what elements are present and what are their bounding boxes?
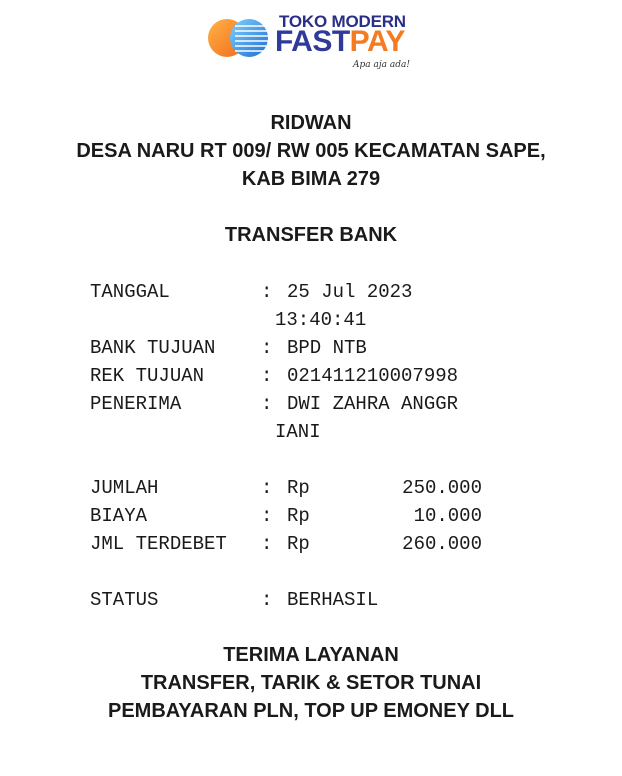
biaya-label: BIAYA xyxy=(90,505,148,527)
biaya-value: 10.000 xyxy=(413,505,482,527)
logo-main-text xyxy=(275,25,405,59)
details-block xyxy=(90,278,458,446)
receipt-title: TRANSFER BANK xyxy=(224,224,398,246)
row-biaya xyxy=(90,502,482,530)
footer-line2: TRANSFER, TARIK & SETOR TUNAI xyxy=(140,672,482,694)
colon: : xyxy=(261,477,273,499)
terdebet-label: JML TERDEBET xyxy=(90,533,227,555)
rek-label: REK TUJUAN xyxy=(90,365,205,387)
status-label: STATUS xyxy=(90,589,159,611)
colon: : xyxy=(261,505,273,527)
terdebet-value: 260.000 xyxy=(402,533,482,555)
row-jumlah xyxy=(90,474,482,502)
colon: : xyxy=(261,533,273,555)
status-row xyxy=(90,586,378,614)
status-value: BERHASIL xyxy=(287,589,379,611)
logo-fast-text: FAST xyxy=(275,25,350,58)
tanggal-date: 25 Jul 2023 xyxy=(287,281,413,303)
merchant-address-line2: KAB BIMA 279 xyxy=(241,168,381,190)
penerima-label: PENERIMA xyxy=(90,393,182,415)
logo-tagline: Apa aja ada! xyxy=(353,60,410,70)
jumlah-label: JUMLAH xyxy=(90,477,159,499)
logo-top-text: TOKO MODERN xyxy=(279,12,406,31)
logo-mark-icon xyxy=(205,16,273,60)
tanggal-time: 13:40:41 xyxy=(275,309,367,331)
amounts-block xyxy=(90,474,482,558)
colon: : xyxy=(261,365,273,387)
tanggal-label: TANGGAL xyxy=(90,281,170,303)
colon: : xyxy=(261,589,273,611)
row-rek-tujuan xyxy=(90,362,458,390)
currency: Rp xyxy=(287,477,310,499)
brand-logo xyxy=(205,10,420,76)
rek-value: 021411210007998 xyxy=(287,365,459,387)
merchant-address-line1: DESA NARU RT 009/ RW 005 KECAMATAN SAPE, xyxy=(76,140,546,162)
currency: Rp xyxy=(287,505,310,527)
footer-line3: PEMBAYARAN PLN, TOP UP EMONEY DLL xyxy=(107,700,514,722)
merchant-name: RIDWAN xyxy=(270,112,352,134)
footer-line1: TERIMA LAYANAN xyxy=(223,644,399,666)
bank-label: BANK TUJUAN xyxy=(90,337,216,359)
row-bank-tujuan xyxy=(90,334,458,362)
colon: : xyxy=(261,393,273,415)
currency: Rp xyxy=(287,533,310,555)
bank-value: BPD NTB xyxy=(287,337,367,359)
row-tanggal xyxy=(90,278,458,306)
penerima-value-2: IANI xyxy=(275,421,321,443)
jumlah-value: 250.000 xyxy=(402,477,482,499)
penerima-value-1: DWI ZAHRA ANGGR xyxy=(287,393,459,415)
logo-pay-text: PAY xyxy=(349,25,405,58)
row-penerima xyxy=(90,390,458,418)
row-terdebet xyxy=(90,530,482,558)
colon: : xyxy=(261,281,273,303)
colon: : xyxy=(261,337,273,359)
